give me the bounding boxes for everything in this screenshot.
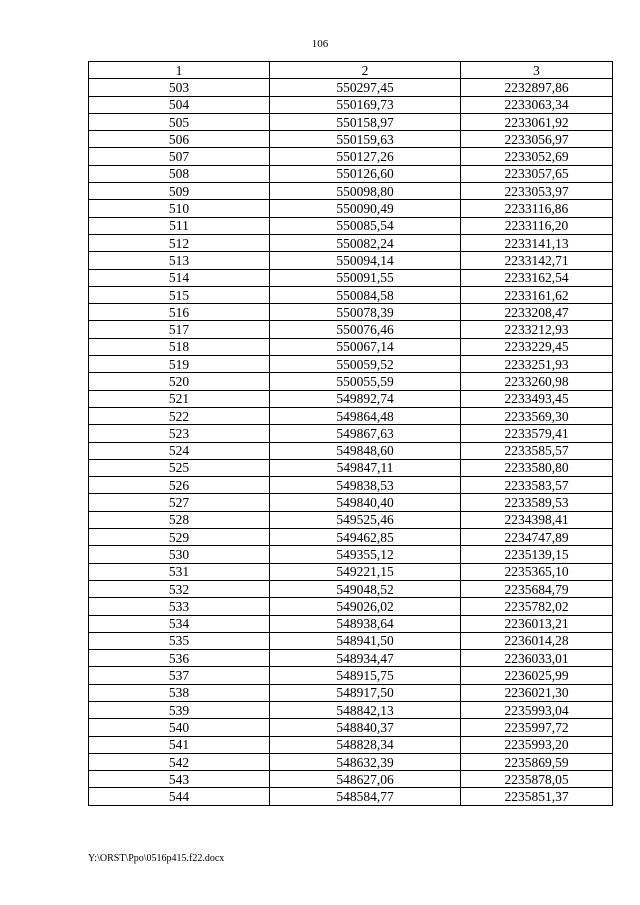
point-number-cell: 507 [89,148,270,165]
y-coordinate-cell: 2235997,72 [461,719,613,736]
table-row [89,338,613,355]
x-coordinate-cell: 550055,59 [270,373,461,390]
y-coordinate-cell: 2233251,93 [461,356,613,373]
x-coordinate-cell: 548632,39 [270,753,461,770]
point-number-cell: 531 [89,563,270,580]
y-coordinate-cell: 2235869,59 [461,753,613,770]
y-coordinate-cell: 2234398,41 [461,511,613,528]
y-coordinate-cell: 2233229,45 [461,338,613,355]
table-row [89,373,613,390]
x-coordinate-cell: 550067,14 [270,338,461,355]
y-coordinate-cell: 2233057,65 [461,165,613,182]
x-coordinate-cell: 549026,02 [270,598,461,615]
x-coordinate-cell: 549462,85 [270,529,461,546]
point-number-cell: 527 [89,494,270,511]
point-number-cell: 518 [89,338,270,355]
point-number-cell: 528 [89,511,270,528]
y-coordinate-cell: 2233493,45 [461,390,613,407]
column-header-1: 1 [89,62,270,79]
y-coordinate-cell: 2233260,98 [461,373,613,390]
point-number-cell: 535 [89,632,270,649]
point-number-cell: 519 [89,356,270,373]
x-coordinate-cell: 550085,54 [270,217,461,234]
table-row [89,477,613,494]
table-row [89,615,613,632]
x-coordinate-cell: 550126,60 [270,165,461,182]
point-number-cell: 542 [89,753,270,770]
point-number-cell: 520 [89,373,270,390]
table-row [89,650,613,667]
y-coordinate-cell: 2236033,01 [461,650,613,667]
x-coordinate-cell: 548938,64 [270,615,461,632]
point-number-cell: 526 [89,477,270,494]
x-coordinate-cell: 549838,53 [270,477,461,494]
y-coordinate-cell: 2233141,13 [461,234,613,251]
point-number-cell: 504 [89,96,270,113]
y-coordinate-cell: 2233208,47 [461,304,613,321]
x-coordinate-cell: 549867,63 [270,425,461,442]
y-coordinate-cell: 2233162,54 [461,269,613,286]
table-row [89,425,613,442]
x-coordinate-cell: 550090,49 [270,200,461,217]
y-coordinate-cell: 2236013,21 [461,615,613,632]
point-number-cell: 539 [89,701,270,718]
point-number-cell: 537 [89,667,270,684]
table-row [89,321,613,338]
table-row [89,580,613,597]
point-number-cell: 541 [89,736,270,753]
table-row [89,459,613,476]
x-coordinate-cell: 549221,15 [270,563,461,580]
x-coordinate-cell: 548941,50 [270,632,461,649]
y-coordinate-cell: 2235878,05 [461,771,613,788]
table-row [89,252,613,269]
y-coordinate-cell: 2233063,34 [461,96,613,113]
point-number-cell: 523 [89,425,270,442]
y-coordinate-cell: 2233212,93 [461,321,613,338]
x-coordinate-cell: 550159,63 [270,131,461,148]
table-row [89,304,613,321]
table-row [89,529,613,546]
table-row [89,217,613,234]
point-number-cell: 536 [89,650,270,667]
table-row [89,269,613,286]
table-row [89,407,613,424]
table-row [89,234,613,251]
point-number-cell: 514 [89,269,270,286]
point-number-cell: 525 [89,459,270,476]
x-coordinate-cell: 548934,47 [270,650,461,667]
x-coordinate-cell: 550091,55 [270,269,461,286]
x-coordinate-cell: 549847,11 [270,459,461,476]
x-coordinate-cell: 550082,24 [270,234,461,251]
point-number-cell: 506 [89,131,270,148]
point-number-cell: 524 [89,442,270,459]
y-coordinate-cell: 2234747,89 [461,529,613,546]
table-row [89,736,613,753]
y-coordinate-cell: 2236021,30 [461,684,613,701]
point-number-cell: 503 [89,79,270,96]
y-coordinate-cell: 2233116,20 [461,217,613,234]
table-row [89,719,613,736]
y-coordinate-cell: 2233056,97 [461,131,613,148]
point-number-cell: 509 [89,183,270,200]
y-coordinate-cell: 2233580,80 [461,459,613,476]
table-row [89,286,613,303]
point-number-cell: 517 [89,321,270,338]
column-header-3: 3 [461,62,613,79]
x-coordinate-cell: 550169,73 [270,96,461,113]
x-coordinate-cell: 548828,34 [270,736,461,753]
table-row [89,390,613,407]
x-coordinate-cell: 549525,46 [270,511,461,528]
point-number-cell: 522 [89,407,270,424]
point-number-cell: 533 [89,598,270,615]
table-row [89,183,613,200]
table-row [89,632,613,649]
table-row [89,753,613,770]
y-coordinate-cell: 2233579,41 [461,425,613,442]
y-coordinate-cell: 2235782,02 [461,598,613,615]
point-number-cell: 534 [89,615,270,632]
point-number-cell: 516 [89,304,270,321]
point-number-cell: 511 [89,217,270,234]
footer-file-path: Y:\ORST\Ppo\0516p415.f22.docx [88,853,225,864]
page-number: 106 [311,38,329,50]
x-coordinate-cell: 550059,52 [270,356,461,373]
y-coordinate-cell: 2236014,28 [461,632,613,649]
table-row [89,684,613,701]
point-number-cell: 505 [89,113,270,130]
x-coordinate-cell: 548627,06 [270,771,461,788]
point-number-cell: 543 [89,771,270,788]
x-coordinate-cell: 548840,37 [270,719,461,736]
table-row [89,113,613,130]
x-coordinate-cell: 549048,52 [270,580,461,597]
y-coordinate-cell: 2233142,71 [461,252,613,269]
x-coordinate-cell: 549840,40 [270,494,461,511]
y-coordinate-cell: 2235993,20 [461,736,613,753]
point-number-cell: 508 [89,165,270,182]
table-row [89,165,613,182]
table-row [89,771,613,788]
x-coordinate-cell: 549355,12 [270,546,461,563]
point-number-cell: 532 [89,580,270,597]
x-coordinate-cell: 550084,58 [270,286,461,303]
x-coordinate-cell: 549892,74 [270,390,461,407]
table-row [89,701,613,718]
point-number-cell: 510 [89,200,270,217]
table-row [89,79,613,96]
x-coordinate-cell: 548842,13 [270,701,461,718]
x-coordinate-cell: 550158,97 [270,113,461,130]
point-number-cell: 529 [89,529,270,546]
coordinates-table [88,61,613,806]
table-row [89,511,613,528]
column-header-2: 2 [270,62,461,79]
y-coordinate-cell: 2235993,04 [461,701,613,718]
table-row [89,148,613,165]
table-row [89,563,613,580]
table-row [89,442,613,459]
point-number-cell: 544 [89,788,270,805]
y-coordinate-cell: 2233061,92 [461,113,613,130]
table-row [89,788,613,805]
point-number-cell: 512 [89,234,270,251]
y-coordinate-cell: 2233116,86 [461,200,613,217]
y-coordinate-cell: 2233052,69 [461,148,613,165]
point-number-cell: 530 [89,546,270,563]
point-number-cell: 515 [89,286,270,303]
y-coordinate-cell: 2235365,10 [461,563,613,580]
point-number-cell: 521 [89,390,270,407]
table-row [89,131,613,148]
x-coordinate-cell: 550078,39 [270,304,461,321]
y-coordinate-cell: 2232897,86 [461,79,613,96]
y-coordinate-cell: 2233585,57 [461,442,613,459]
x-coordinate-cell: 550098,80 [270,183,461,200]
x-coordinate-cell: 548917,50 [270,684,461,701]
y-coordinate-cell: 2233589,53 [461,494,613,511]
table-row [89,96,613,113]
y-coordinate-cell: 2235139,15 [461,546,613,563]
y-coordinate-cell: 2235851,37 [461,788,613,805]
x-coordinate-cell: 550094,14 [270,252,461,269]
y-coordinate-cell: 2233161,62 [461,286,613,303]
y-coordinate-cell: 2235684,79 [461,580,613,597]
point-number-cell: 513 [89,252,270,269]
x-coordinate-cell: 550127,26 [270,148,461,165]
x-coordinate-cell: 549848,60 [270,442,461,459]
point-number-cell: 538 [89,684,270,701]
y-coordinate-cell: 2236025,99 [461,667,613,684]
y-coordinate-cell: 2233569,30 [461,407,613,424]
x-coordinate-cell: 550297,45 [270,79,461,96]
y-coordinate-cell: 2233583,57 [461,477,613,494]
table-body [89,79,613,805]
table-row [89,667,613,684]
x-coordinate-cell: 548915,75 [270,667,461,684]
table-row [89,598,613,615]
point-number-cell: 540 [89,719,270,736]
x-coordinate-cell: 548584,77 [270,788,461,805]
y-coordinate-cell: 2233053,97 [461,183,613,200]
x-coordinate-cell: 549864,48 [270,407,461,424]
table-row [89,546,613,563]
table-row [89,200,613,217]
table-row [89,494,613,511]
table-row [89,356,613,373]
table-header-row [89,62,613,79]
x-coordinate-cell: 550076,46 [270,321,461,338]
